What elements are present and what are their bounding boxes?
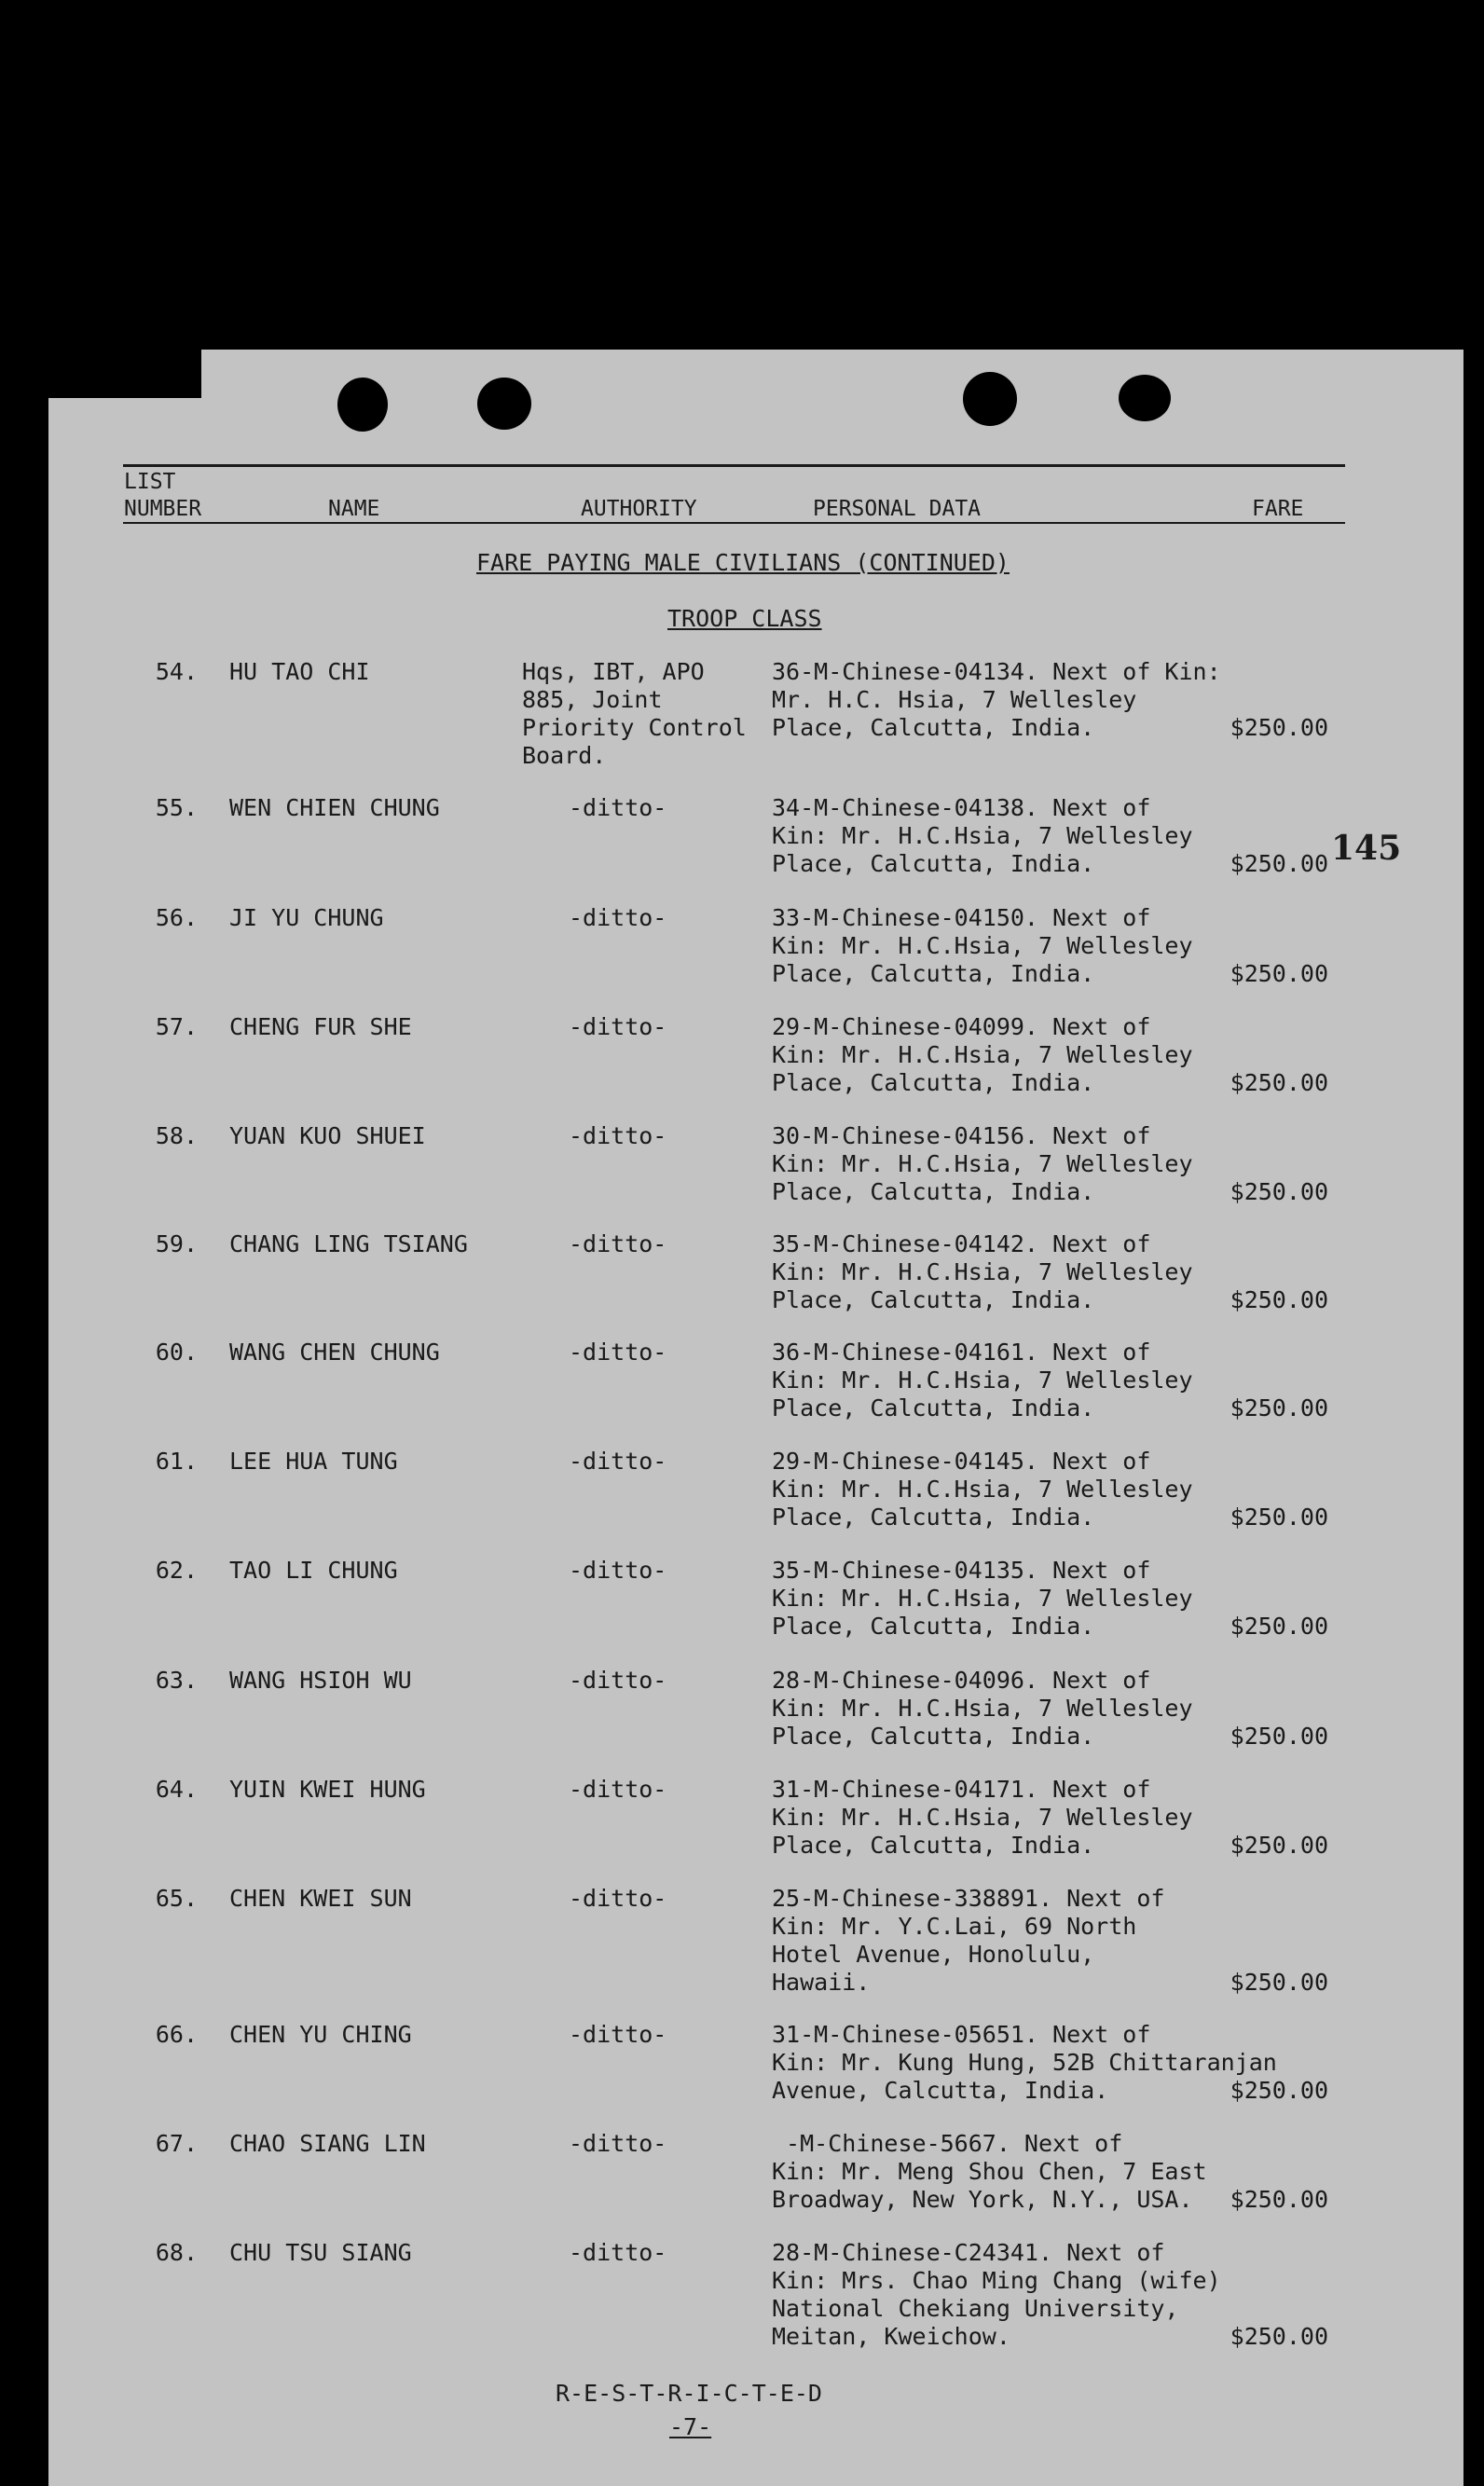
personal-data-line: 31-M-Chinese-04171. Next of (772, 1776, 1151, 1803)
personal-data-line: Place, Calcutta, India. (772, 1286, 1095, 1313)
list-number: 67. (155, 2130, 198, 2157)
list-entry (0, 1230, 1484, 1333)
personal-data-line: 28-M-Chinese-04096. Next of (772, 1667, 1151, 1694)
personal-data-line: Kin: Mr. Kung Hung, 52B Chittaranjan (772, 2049, 1277, 2076)
fare-amount: $250.00 (1230, 1969, 1328, 1996)
list-number: 56. (155, 904, 198, 931)
personal-data-line: Kin: Mr. H.C.Hsia, 7 Wellesley (772, 822, 1193, 849)
authority-ditto: -ditto- (569, 1122, 667, 1149)
list-entry (0, 904, 1484, 1007)
personal-data-line: Kin: Mr. H.C.Hsia, 7 Wellesley (772, 1585, 1193, 1612)
fare-amount: $250.00 (1230, 1069, 1328, 1096)
personal-data-line: 36-M-Chinese-04134. Next of Kin: (772, 658, 1221, 685)
passenger-name: CHANG LING TSIANG (229, 1230, 468, 1257)
header-authority: AUTHORITY (581, 497, 697, 521)
personal-data-line: Kin: Mrs. Chao Ming Chang (wife) (772, 2267, 1221, 2294)
fare-amount: $250.00 (1230, 1504, 1328, 1531)
list-entry (0, 2021, 1484, 2123)
authority-ditto: -ditto- (569, 1776, 667, 1803)
punch-hole (963, 372, 1017, 426)
fare-amount: $250.00 (1230, 960, 1328, 987)
authority-ditto: -ditto- (569, 794, 667, 821)
personal-data-line: Kin: Mr. H.C.Hsia, 7 Wellesley (772, 1695, 1193, 1722)
personal-data-line: Kin: Mr. H.C.Hsia, 7 Wellesley (772, 1476, 1193, 1503)
list-number: 62. (155, 1557, 198, 1584)
personal-data-line: 29-M-Chinese-04099. Next of (772, 1013, 1151, 1040)
section-title: FARE PAYING MALE CIVILIANS (CONTINUED) (476, 549, 1010, 576)
personal-data-line: Place, Calcutta, India. (772, 1069, 1095, 1096)
personal-data-line: 28-M-Chinese-C24341. Next of (772, 2239, 1165, 2266)
passenger-name: CHAO SIANG LIN (229, 2130, 426, 2157)
personal-data-line: Mr. H.C. Hsia, 7 Wellesley (772, 686, 1137, 713)
list-entry (0, 1557, 1484, 1659)
personal-data-line: -M-Chinese-5667. Next of (772, 2130, 1123, 2157)
personal-data-line: Kin: Mr. H.C.Hsia, 7 Wellesley (772, 1367, 1193, 1394)
personal-data-line: 29-M-Chinese-04145. Next of (772, 1448, 1151, 1475)
fare-amount: $250.00 (1230, 2186, 1328, 2213)
list-number: 57. (155, 1013, 198, 1040)
personal-data-line: Hotel Avenue, Honolulu, (772, 1941, 1095, 1968)
fare-amount: $250.00 (1230, 2077, 1328, 2104)
list-number: 59. (155, 1230, 198, 1257)
passenger-name: CHEN YU CHING (229, 2021, 412, 2048)
fare-amount: $250.00 (1230, 1832, 1328, 1859)
header-bottom-rule (123, 522, 1345, 524)
list-entry (0, 1448, 1484, 1550)
passenger-name: LEE HUA TUNG (229, 1448, 398, 1475)
personal-data-line: Kin: Mr. H.C.Hsia, 7 Wellesley (772, 1804, 1193, 1831)
authority-ditto: -ditto- (569, 904, 667, 931)
authority-ditto: -ditto- (569, 1013, 667, 1040)
personal-data-line: Place, Calcutta, India. (772, 1613, 1095, 1640)
personal-data-line: 31-M-Chinese-05651. Next of (772, 2021, 1151, 2048)
list-entry (0, 658, 1484, 769)
authority-ditto: -ditto- (569, 2239, 667, 2266)
passenger-name: YUAN KUO SHUEI (229, 1122, 426, 1149)
page-stamp-number: 145 (1331, 829, 1402, 868)
passenger-name: CHEN KWEI SUN (229, 1885, 412, 1912)
personal-data-line: Place, Calcutta, India. (772, 1504, 1095, 1531)
personal-data-line: Place, Calcutta, India. (772, 1832, 1095, 1859)
personal-data-line: 35-M-Chinese-04135. Next of (772, 1557, 1151, 1584)
restricted-marking: R-E-S-T-R-I-C-T-E-D (556, 2380, 822, 2407)
personal-data-line: 36-M-Chinese-04161. Next of (772, 1339, 1151, 1366)
list-number: 63. (155, 1667, 198, 1694)
authority-line: Hqs, IBT, APO (522, 658, 705, 685)
personal-data-line: 30-M-Chinese-04156. Next of (772, 1122, 1151, 1149)
fare-amount: $250.00 (1230, 2323, 1328, 2350)
list-number: 61. (155, 1448, 198, 1475)
authority-ditto: -ditto- (569, 2130, 667, 2157)
passenger-name: WANG CHEN CHUNG (229, 1339, 440, 1366)
personal-data-line: Kin: Mr. Y.C.Lai, 69 North (772, 1913, 1137, 1940)
personal-data-line: National Chekiang University, (772, 2295, 1179, 2322)
list-number: 58. (155, 1122, 198, 1149)
list-entry (0, 2239, 1484, 2350)
personal-data-line: Kin: Mr. H.C.Hsia, 7 Wellesley (772, 1041, 1193, 1068)
personal-data-line: Place, Calcutta, India. (772, 850, 1095, 877)
authority-line: Board. (522, 742, 607, 769)
passenger-name: WEN CHIEN CHUNG (229, 794, 440, 821)
list-number: 68. (155, 2239, 198, 2266)
personal-data-line: Place, Calcutta, India. (772, 1394, 1095, 1422)
fare-amount: $250.00 (1230, 714, 1328, 741)
passenger-name: CHU TSU SIANG (229, 2239, 412, 2266)
authority-line: 885, Joint (522, 686, 663, 713)
list-number: 54. (155, 658, 198, 685)
personal-data-line: Avenue, Calcutta, India. (772, 2077, 1109, 2104)
header-name: NAME (328, 497, 380, 521)
personal-data-line: Hawaii. (772, 1969, 871, 1996)
personal-data-line: Place, Calcutta, India. (772, 1723, 1095, 1750)
list-entry (0, 1122, 1484, 1225)
fare-amount: $250.00 (1230, 1286, 1328, 1313)
passenger-name: WANG HSIOH WU (229, 1667, 412, 1694)
passenger-name: YUIN KWEI HUNG (229, 1776, 426, 1803)
list-entry (0, 1776, 1484, 1878)
fare-amount: $250.00 (1230, 850, 1328, 877)
personal-data-line: Place, Calcutta, India. (772, 960, 1095, 987)
header-list-number-line2: NUMBER (124, 497, 202, 521)
header-personal-data: PERSONAL DATA (813, 497, 982, 521)
personal-data-line: Meitan, Kweichow. (772, 2323, 1010, 2350)
list-entry (0, 2130, 1484, 2232)
authority-ditto: -ditto- (569, 1230, 667, 1257)
personal-data-line: Kin: Mr. H.C.Hsia, 7 Wellesley (772, 932, 1193, 959)
personal-data-line: Kin: Mr. H.C.Hsia, 7 Wellesley (772, 1258, 1193, 1285)
list-number: 55. (155, 794, 198, 821)
fare-amount: $250.00 (1230, 1613, 1328, 1640)
authority-ditto: -ditto- (569, 1339, 667, 1366)
personal-data-line: 25-M-Chinese-338891. Next of (772, 1885, 1165, 1912)
list-entry (0, 1667, 1484, 1769)
list-number: 64. (155, 1776, 198, 1803)
personal-data-line: Broadway, New York, N.Y., USA. (772, 2186, 1193, 2213)
personal-data-line: 33-M-Chinese-04150. Next of (772, 904, 1151, 931)
page-number: -7- (669, 2413, 712, 2440)
list-entry (0, 1013, 1484, 1116)
personal-data-line: Place, Calcutta, India. (772, 714, 1095, 741)
authority-ditto: -ditto- (569, 1557, 667, 1584)
class-title: TROOP CLASS (667, 605, 822, 632)
personal-data-line: Place, Calcutta, India. (772, 1178, 1095, 1205)
personal-data-line: Kin: Mr. H.C.Hsia, 7 Wellesley (772, 1150, 1193, 1177)
fare-amount: $250.00 (1230, 1178, 1328, 1205)
personal-data-line: 35-M-Chinese-04142. Next of (772, 1230, 1151, 1257)
fare-amount: $250.00 (1230, 1394, 1328, 1422)
list-entry (0, 794, 1484, 897)
passenger-name: CHENG FUR SHE (229, 1013, 412, 1040)
authority-line: Priority Control (522, 714, 747, 741)
authority-ditto: -ditto- (569, 1667, 667, 1694)
header-list-number-line1: LIST (124, 470, 176, 494)
authority-ditto: -ditto- (569, 1448, 667, 1475)
fare-amount: $250.00 (1230, 1723, 1328, 1750)
header-fare: FARE (1252, 497, 1304, 521)
personal-data-line: Kin: Mr. Meng Shou Chen, 7 East (772, 2158, 1207, 2185)
authority-ditto: -ditto- (569, 1885, 667, 1912)
list-number: 65. (155, 1885, 198, 1912)
passenger-name: TAO LI CHUNG (229, 1557, 398, 1584)
punch-hole (477, 378, 531, 430)
punch-hole (1119, 375, 1171, 421)
passenger-name: JI YU CHUNG (229, 904, 384, 931)
punch-hole (337, 378, 388, 432)
list-number: 66. (155, 2021, 198, 2048)
authority-ditto: -ditto- (569, 2021, 667, 2048)
personal-data-line: 34-M-Chinese-04138. Next of (772, 794, 1151, 821)
list-entry (0, 1885, 1484, 1996)
passenger-name: HU TAO CHI (229, 658, 370, 685)
sheet-corner-tab (45, 350, 201, 398)
list-entry (0, 1339, 1484, 1441)
header-top-rule (123, 464, 1345, 467)
list-number: 60. (155, 1339, 198, 1366)
